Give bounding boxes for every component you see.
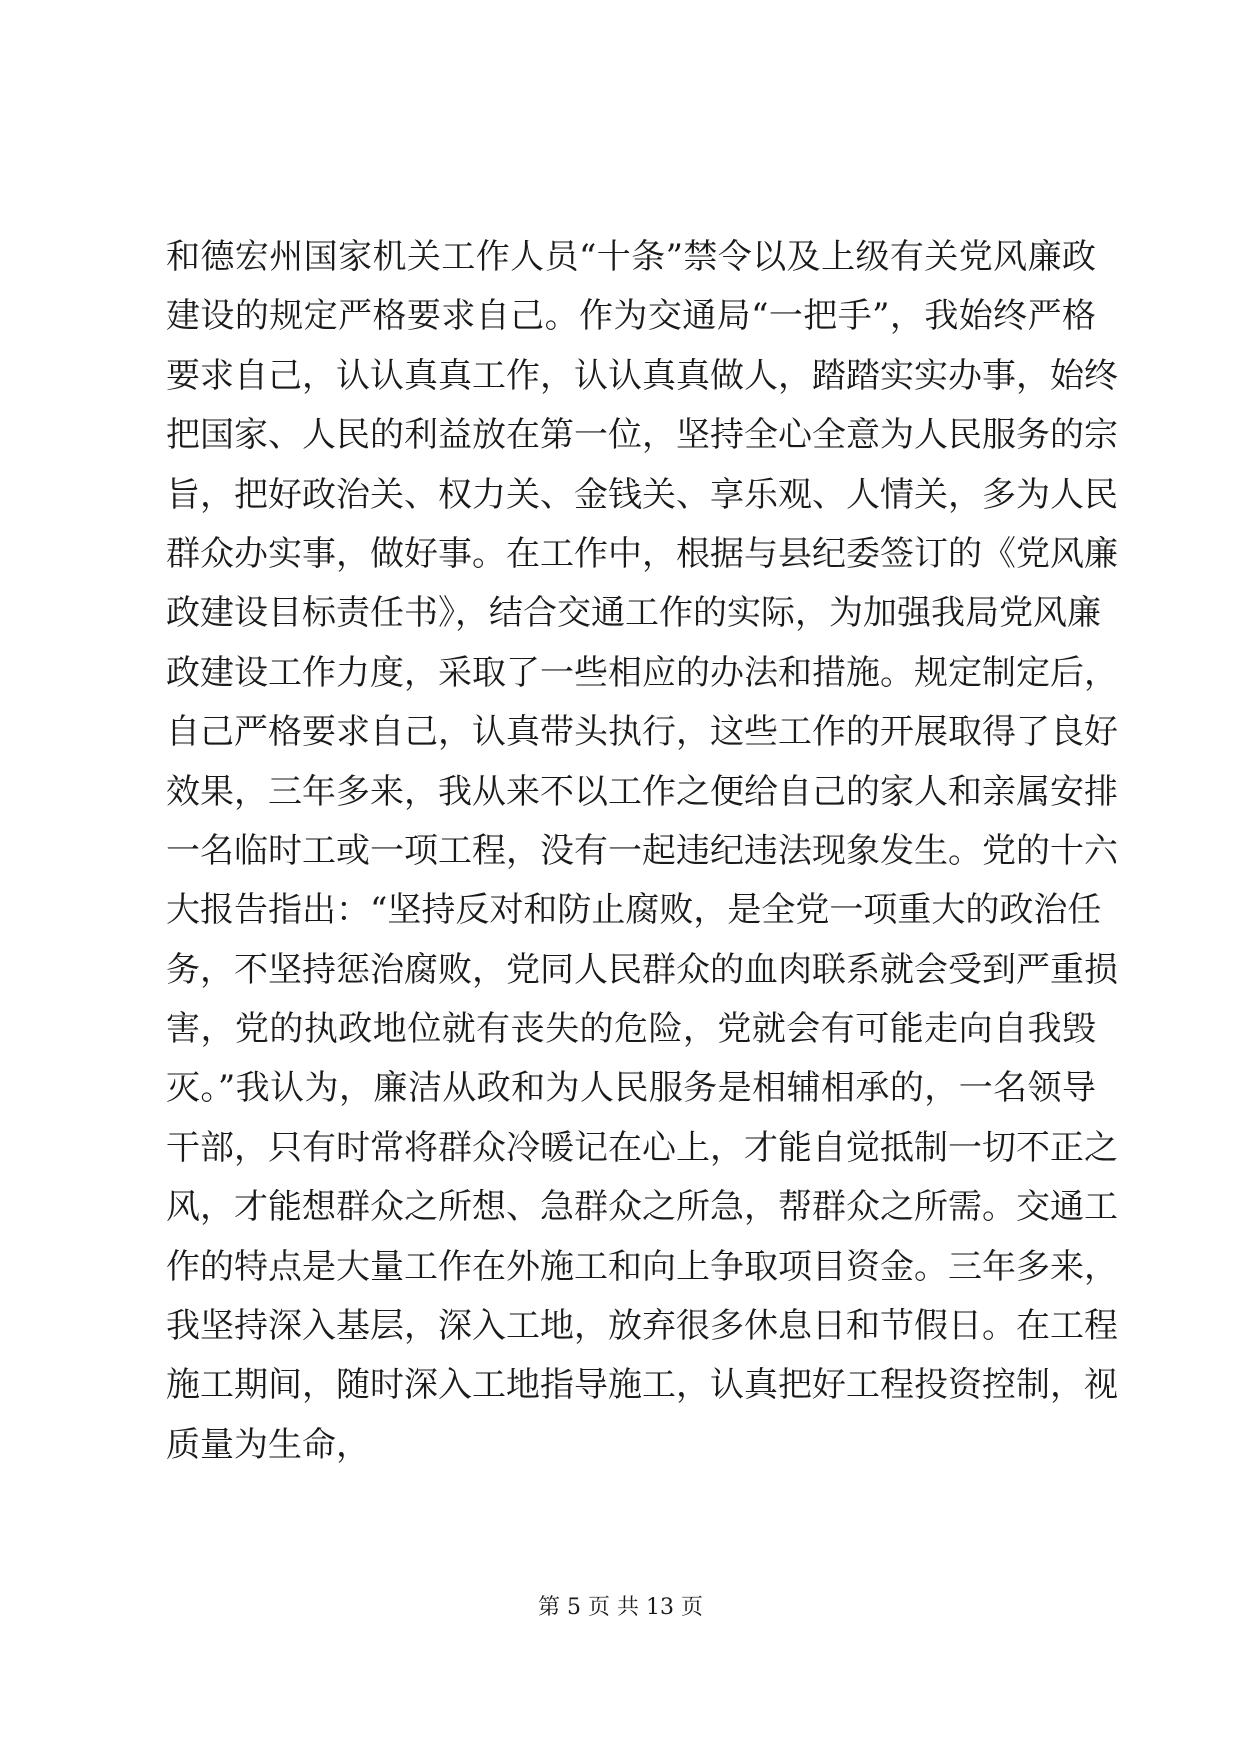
text-line: 我坚持深入基层，深入工地，放弃很多休息日和节假日。在工程 — [166, 1306, 1118, 1347]
text-line: 干部，只有时常将群众冷暖记在心上，才能自觉抵制一切不正之 — [166, 1127, 1118, 1168]
text-line: 和德宏州国家机关工作人员“十条”禁令以及上级有关党风廉政 — [166, 237, 1096, 277]
text-line: 政建设目标责任书》，结合交通工作的实际，为加强我局党风廉 — [166, 593, 1101, 634]
text-line: 质量为生命， — [166, 1424, 370, 1465]
text-line: 一名临时工或一项工程，没有一起违纪违法现象发生。党的十六 — [166, 830, 1118, 871]
text-line: 灭。”我认为，廉洁从政和为人民服务是相辅相承的，一名领导 — [166, 1068, 1096, 1109]
text-line: 群众办实事，做好事。在工作中，根据与县纪委签订的《党风廉 — [166, 533, 1118, 574]
text-line: 风，才能想群众之所想、急群众之所急，帮群众之所需。交通工 — [166, 1187, 1118, 1228]
text-line: 作的特点是大量工作在外施工和向上争取项目资金。三年多来， — [166, 1246, 1118, 1287]
text-line: 自己严格要求自己，认真带头执行，这些工作的开展取得了良好 — [166, 712, 1118, 753]
text-line: 大报告指出：“坚持反对和防止腐败，是全党一项重大的政治任 — [166, 890, 1102, 931]
text-line: 害，党的执政地位就有丧失的危险，党就会有可能走向自我毁 — [166, 1009, 1096, 1050]
text-line: 建设的规定严格要求自己。作为交通局“一把手”，我始终严格 — [166, 296, 1096, 337]
text-line: 把国家、人民的利益放在第一位，坚持全心全意为人民服务的宗 — [166, 415, 1118, 456]
text-line: 施工期间，随时深入工地指导施工，认真把好工程投资控制，视 — [166, 1365, 1118, 1406]
text-line: 政建设工作力度，采取了一些相应的办法和措施。规定制定后， — [166, 652, 1118, 693]
text-line: 要求自己，认认真真工作，认认真真做人，踏踏实实办事，始终 — [166, 355, 1118, 396]
text-line: 旨，把好政治关、权力关、金钱关、享乐观、人情关，多为人民 — [166, 474, 1118, 515]
body-text — [166, 228, 1118, 1475]
page-number-footer: 第 5 页 共 13 页 — [538, 1595, 703, 1620]
text-line: 效果，三年多来，我从来不以工作之便给自己的家人和亲属安排 — [166, 771, 1118, 812]
text-line: 务，不坚持惩治腐败，党同人民群众的血肉联系就会受到严重损 — [166, 949, 1118, 990]
